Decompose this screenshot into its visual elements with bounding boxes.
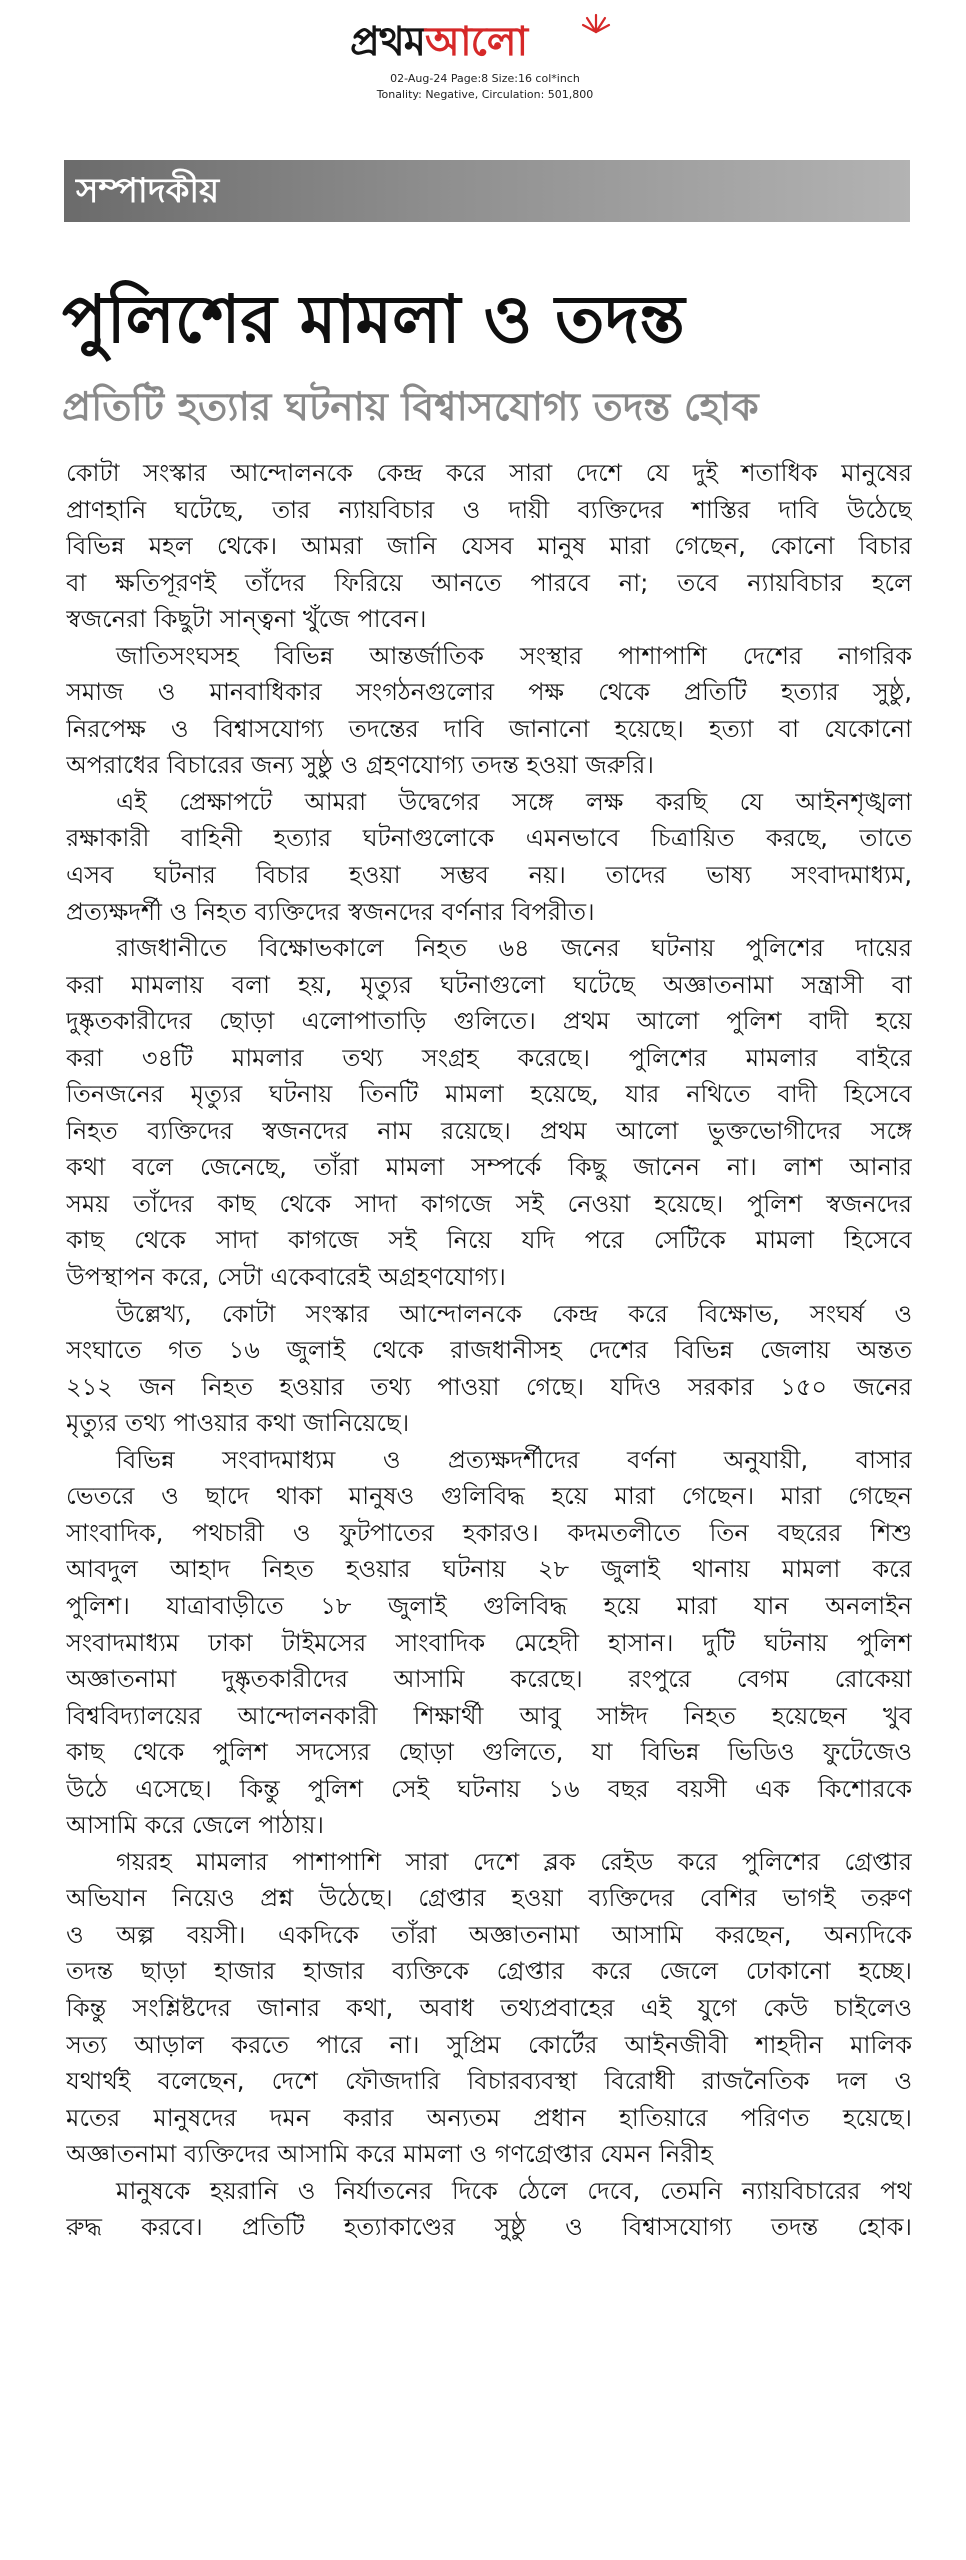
body-line: রাজধানীতে বিক্ষোভকালে নিহত ৬৪ জনের ঘটনায় পুলিশের দায়ের [116,934,912,963]
body-line: দুষ্কৃতকারীদের ছোড়া এলোপাতাড়ি গুলিতে। প্রথম আলো পুলিশ বাদী হয়ে [66,1007,912,1036]
section-label: সম্পাদকীয় [76,171,220,211]
body-line: উঠে এসেছে। কিন্তু পুলিশ সেই ঘটনায় ১৬ বছর বয়সী এক কিশোরকে [66,1774,912,1803]
body-line: সত্য আড়াল করতে পারে না। সুপ্রিম কোর্টের আইনজীবী শাহদীন মালিক [66,2030,912,2059]
body-line: কাছ থেকে সাদা কাগজে সই নিয়ে যদি পরে সেটিকে মামলা হিসেবে [66,1226,912,1255]
newspaper-logo [350,14,630,70]
body-line: তিনজনের মৃত্যুর ঘটনায় তিনটি মামলা হয়েছে, যার নথিতে বাদী হিসেবে [66,1080,912,1109]
article-subheadline: প্রতিটি হত্যার ঘটনায় বিশ্বাসযোগ্য তদন্ত হোক [62,385,759,430]
body-line: নিহত ব্যক্তিদের স্বজনদের নাম রয়েছে। প্রথম আলো ভুক্তভোগীদের সঙ্গে [66,1116,912,1145]
body-line: আসামি করে জেলে পাঠায়। [66,1811,325,1840]
body-line: গয়রহ মামলার পাশাপাশি সারা দেশে ব্লক রেইড করে পুলিশের গ্রেপ্তার [116,1847,912,1876]
body-line: মতের মানুষদের দমন করার অন্যতম প্রধান হাতিয়ারে পরিণত হয়েছে। [66,2103,912,2132]
body-line: অভিযান নিয়েও প্রশ্ন উঠেছে। গ্রেপ্তার হওয়া ব্যক্তিদের বেশির ভাগই তরুণ [66,1884,912,1913]
body-line: কথা বলে জেনেছে, তাঁরা মামলা সম্পর্কে কিছু জানেন না। লাশ আনার [66,1153,912,1182]
body-line: অজ্ঞাতনামা দুষ্কৃতকারীদের আসামি করেছে। রংপুরে বেগম রোকেয়া [66,1665,912,1694]
body-line: সময় তাঁদের কাছ থেকে সাদা কাগজে সই নেওয়া হয়েছে। পুলিশ স্বজনদের [66,1189,912,1218]
body-line: এসব ঘটনার বিচার হওয়া সম্ভব নয়। তাদের ভাষ্য সংবাদমাধ্যম, [66,861,912,890]
body-line: সংঘাতে গত ১৬ জুলাই থেকে রাজধানীসহ দেশের বিভিন্ন জেলায় অন্তত [66,1336,912,1365]
body-line: বিশ্ববিদ্যালয়ের আন্দোলনকারী শিক্ষার্থী আবু সাঈদ নিহত হয়েছেন খুব [66,1701,912,1730]
body-line: উল্লেখ্য, কোটা সংস্কার আন্দোলনকে কেন্দ্র করে বিক্ষোভ, সংঘর্ষ ও [116,1299,912,1328]
body-line: ২১২ জন নিহত হওয়ার তথ্য পাওয়া গেছে। যদিও সরকার ১৫০ জনের [66,1372,912,1401]
body-line: নিরপেক্ষ ও বিশ্বাসযোগ্য তদন্তের দাবি জানানো হয়েছে। হত্যা বা যেকোনো [66,714,912,743]
clipping-meta-date: 02-Aug-24 Page:8 Size:16 col*inch [390,72,580,85]
section-header [64,160,910,222]
body-line: সমাজ ও মানবাধিকার সংগঠনগুলোর পক্ষ থেকে প্রতিটি হত্যার সুষ্ঠু, [66,678,912,707]
clipping-meta-circulation: Tonality: Negative, Circulation: 501,800 [376,88,594,101]
body-line: প্রত্যক্ষদর্শী ও নিহত ব্যক্তিদের স্বজনদের বর্ণনার বিপরীত। [66,897,595,926]
body-line: ও অল্প বয়সী। একদিকে তাঁরা অজ্ঞাতনামা আসামি করছেন, অন্যদিকে [66,1920,912,1949]
body-line: অজ্ঞাতনামা ব্যক্তিদের আসামি করে মামলা ও গণগ্রেপ্তার যেমন নিরীহ [66,2140,713,2169]
body-line: করা ৩৪টি মামলার তথ্য সংগ্রহ করেছে। পুলিশের মামলার বাইরে [66,1043,912,1072]
body-line: স্বজনেরা কিছুটা সান্ত্বনা খুঁজে পাবেন। [66,605,427,634]
article-body [66,455,912,2246]
masthead [0,0,966,130]
body-line: সাংবাদিক, পথচারী ও ফুটপাতের হকারও। কদমতলীতে তিন বছরের শিশু [66,1518,912,1547]
body-line: তদন্ত ছাড়া হাজার হাজার ব্যক্তিকে গ্রেপ্তার করে জেলে ঢোকানো হচ্ছে। [66,1957,912,1986]
body-line: ভেতরে ও ছাদে থাকা মানুষও গুলিবিদ্ধ হয়ে মারা গেছেন। মারা গেছেন [66,1482,912,1511]
body-line: কিন্তু সংশ্লিষ্টদের জানার কথা, অবাধ তথ্যপ্রবাহের এই যুগে কেউ চাইলেও [66,1993,912,2022]
body-line: রক্ষাকারী বাহিনী হত্যার ঘটনাগুলোকে এমনভাবে চিত্রায়িত করছে, তাতে [66,824,912,853]
body-line: কোটা সংস্কার আন্দোলনকে কেন্দ্র করে সারা দেশে যে দুই শতাধিক মানুষের [66,459,912,487]
body-line: সংবাদমাধ্যম ঢাকা টাইমসের সাংবাদিক মেহেদী হাসান। দুটি ঘটনায় পুলিশ [66,1628,912,1657]
body-line: উপস্থাপন করে, সেটা একেবারেই অগ্রহণযোগ্য। [66,1263,506,1292]
body-line: বা ক্ষতিপূরণই তাঁদের ফিরিয়ে আনতে পারবে না; তবে ন্যায়বিচার হলে [66,568,912,597]
body-line: বিভিন্ন মহল থেকে। আমরা জানি যেসব মানুষ মারা গেছেন, কোনো বিচার [66,532,912,561]
body-line: যথার্থই বলেছেন, দেশে ফৌজদারি বিচারব্যবস্থা বিরোধী রাজনৈতিক দল ও [66,2067,912,2096]
body-line: জাতিসংঘসহ বিভিন্ন আন্তর্জাতিক সংস্থার পাশাপাশি দেশের নাগরিক [116,641,912,670]
body-line: বিভিন্ন সংবাদমাধ্যম ও প্রত্যক্ষদর্শীদের বর্ণনা অনুযায়ী, বাসার [116,1445,912,1474]
article-headline: পুলিশের মামলা ও তদন্ত [62,281,685,358]
body-line: কাছ থেকে পুলিশ সদস্যের ছোড়া গুলিতে, যা বিভিন্ন ভিডিও ফুটেজেও [66,1738,912,1767]
body-line: পুলিশ। যাত্রাবাড়ীতে ১৮ জুলাই গুলিবিদ্ধ হয়ে মারা যান অনলাইন [66,1591,912,1620]
body-line: অপরাধের বিচারের জন্য সুষ্ঠু ও গ্রহণযোগ্য তদন্ত হওয়া জরুরি। [66,751,654,780]
sun-rays-icon [581,12,611,34]
body-line: প্রাণহানি ঘটেছে, তার ন্যায়বিচার ও দায়ী ব্যক্তিদের শাস্তির দাবি উঠেছে [66,495,912,524]
logo-part-2: আলো [424,19,528,65]
body-line: করা মামলায় বলা হয়, মৃত্যুর ঘটনাগুলো ঘটেছে অজ্ঞাতনামা সন্ত্রাসী বা [66,970,912,999]
logo-part-1: প্রথম [350,19,425,65]
body-line: আবদুল আহাদ নিহত হওয়ার ঘটনায় ২৮ জুলাই থানায় মামলা করে [66,1555,912,1584]
body-line: মানুষকে হয়রানি ও নির্যাতনের দিকে ঠেলে দেবে, তেমনি ন্যায়বিচারের পথ [116,2176,912,2205]
body-line: রুদ্ধ করবে। প্রতিটি হত্যাকাণ্ডের সুষ্ঠু ও বিশ্বাসযোগ্য তদন্ত হোক। [66,2213,912,2242]
body-line: এই প্রেক্ষাপটে আমরা উদ্বেগের সঙ্গে লক্ষ করছি যে আইনশৃঙ্খলা [116,787,912,816]
body-line: মৃত্যুর তথ্য পাওয়ার কথা জানিয়েছে। [66,1409,410,1438]
